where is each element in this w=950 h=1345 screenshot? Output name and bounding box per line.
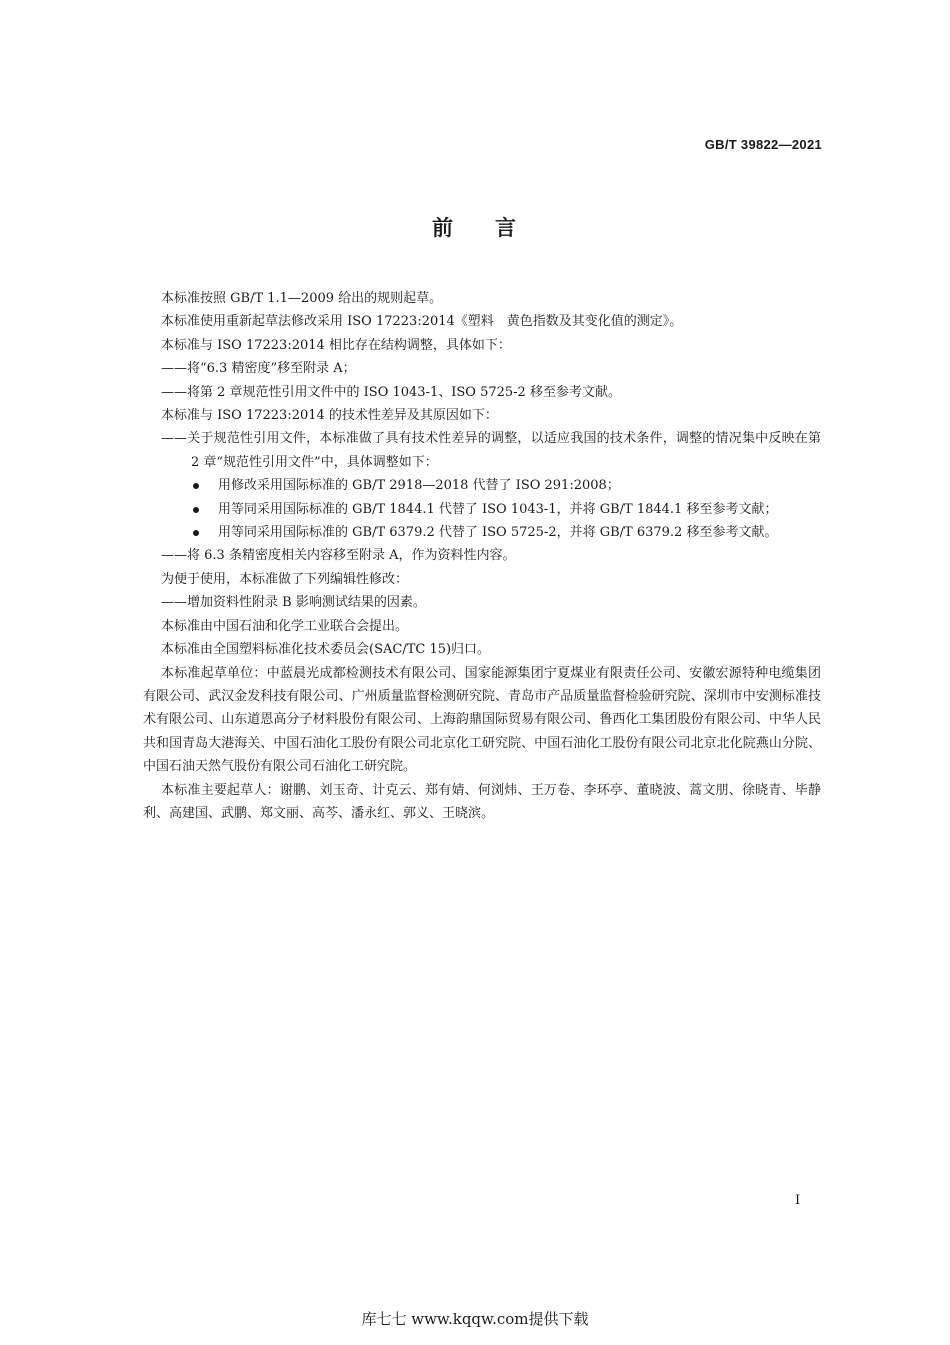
page-number: I — [795, 1193, 801, 1208]
dash-item: ——增加资料性附录 B 影响测试结果的因素。 — [161, 595, 426, 611]
dash-item: ——关于规范性引用文件，本标准做了具有技术性差异的调整，以适应我国的技术条件，调整的情况集中反映在第 2 章“规范性引用文件”中，具体调整如下： — [161, 431, 821, 470]
paragraph: 本标准与 ISO 17223:2014 的技术性差异及其原因如下： — [161, 408, 498, 424]
paragraph: 为便于使用，本标准做了下列编辑性修改： — [161, 571, 409, 587]
bullet-item — [161, 474, 821, 497]
preface-body — [143, 287, 821, 825]
drafters-paragraph: 本标准主要起草人：谢鹏、刘玉奇、计克云、郑有婧、何浏炜、王万卷、李环亭、董晓波、蒿文朋、徐晓青、毕静利、高建国、武鹏、郑文丽、高芩、潘永红、郭义、王晓滨。 — [143, 782, 821, 821]
bullet-text: 用修改采用国际标准的 GB/T 2918—2018 代替了 ISO 291:2008； — [218, 478, 620, 494]
bullet-dot-icon — [193, 507, 199, 513]
bullet-text: 用等同采用国际标准的 GB/T 1844.1 代替了 ISO 1043-1，并将 GB/T 1844.1 移至参考文献； — [218, 501, 778, 517]
dash-item: ——将“6.3 精密度”移至附录 A； — [161, 361, 356, 377]
paragraph: 本标准按照 GB/T 1.1—2009 给出的规则起草。 — [161, 291, 443, 306]
bullet-dot-icon — [193, 530, 199, 536]
drafting-units-paragraph: 本标准起草单位：中蓝晨光成都检测技术有限公司、国家能源集团宁夏煤业有限责任公司、安徽宏源特种电缆集团有限公司、武汉金发科技有限公司、广州质量监督检测研究院、青岛市产品质量监督检验研究院、深圳市中安测标准技术有限公司、山东道恩高分子材料股份有限公司、上海韵鼎国际贸易有限公司、鲁西化工集团股份有限公司、中华人民共和国青岛大港海关、中国石油化工股份有限公司北京化工研究院、中国石油化工股份有限公司北京北化院燕山分院、中国石油天然气股份有限公司石油化工研究院。 — [143, 665, 821, 775]
bullet-item — [161, 521, 821, 544]
bullet-dot-icon — [193, 483, 199, 489]
paragraph: 本标准由全国塑料标准化技术委员会(SAC/TC 15)归口。 — [161, 642, 491, 658]
paragraph: 本标准由中国石油和化学工业联合会提出。 — [161, 618, 409, 634]
title-part-1: 前 — [432, 216, 455, 240]
paragraph: 本标准与 ISO 17223:2014 相比存在结构调整，具体如下： — [161, 337, 511, 353]
dash-item: ——将第 2 章规范性引用文件中的 ISO 1043-1、ISO 5725-2 移至参考文献。 — [161, 384, 621, 400]
page-title — [0, 212, 950, 242]
title-part-2: 言 — [495, 216, 518, 240]
footer-watermark: 库七七 www.kqqw.com提供下载 — [361, 1310, 589, 1328]
paragraph: 本标准使用重新起草法修改采用 ISO 17223:2014《塑料 黄色指数及其变化值的测定》。 — [161, 314, 683, 330]
bullet-text: 用等同采用国际标准的 GB/T 6379.2 代替了 ISO 5725-2，并将 GB/T 6379.2 移至参考文献。 — [218, 525, 778, 541]
bullet-item — [161, 498, 821, 521]
dash-item: ——将 6.3 条精密度相关内容移至附录 A，作为资料性内容。 — [161, 548, 516, 564]
standard-number: GB/T 39822—2021 — [704, 137, 822, 152]
